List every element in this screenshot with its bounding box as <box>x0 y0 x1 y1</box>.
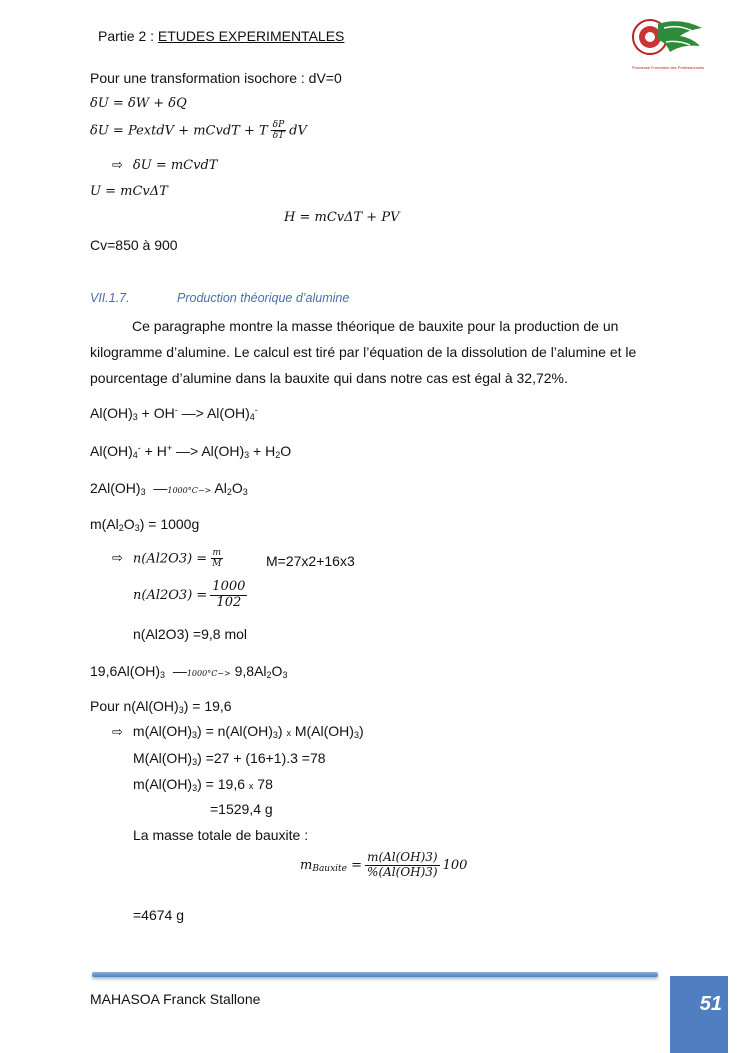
moles-result: n(Al2O3) =9,8 mol <box>133 626 247 642</box>
moles-fraction <box>210 548 223 570</box>
r4-c: 9,8Al <box>234 663 267 679</box>
page-header <box>98 28 344 44</box>
M-line-b: ) =27 + (16+1).3 =78 <box>197 750 326 766</box>
mass-b: O <box>123 516 135 532</box>
logo-emblem-icon <box>630 12 706 62</box>
mass-a: m(Al <box>90 516 119 532</box>
pour-b: ) = 19,6 <box>183 698 232 714</box>
partial-fraction <box>271 120 286 142</box>
r4-a: 19,6Al(OH) <box>90 663 161 679</box>
mass-numeric <box>133 776 273 793</box>
final-result: =4674 g <box>133 907 184 923</box>
moles-numeric-lhs: n(Al2O3) = <box>133 587 208 603</box>
m-line-d-sub: 3 <box>353 730 359 740</box>
moles-numeric-numerator: 1000 <box>212 579 246 594</box>
r1-a-sub: 3 <box>132 412 138 422</box>
m-line-b-sub: 3 <box>272 730 278 740</box>
r1-c-sup: - <box>254 405 258 415</box>
m-line-a-sub: 3 <box>192 730 198 740</box>
m2-line-a-sub: 3 <box>192 783 198 793</box>
pour-a: Pour n(Al(OH) <box>90 698 179 714</box>
r1-c: Al(OH) <box>206 405 250 421</box>
equation-du-1: δU = δW + δQ <box>90 96 187 111</box>
m2-line-b: ) = 19,6 <box>197 776 249 792</box>
bauxite-formula <box>300 851 467 880</box>
r3-a: 2Al(OH) <box>90 480 141 496</box>
mass-a-sub: 2 <box>118 523 124 533</box>
r2-b: + H <box>140 443 167 459</box>
equation-du-3 <box>112 158 217 173</box>
r3-d: O <box>231 480 243 496</box>
equation-h: H = mCvΔT + PV <box>284 210 400 225</box>
bauxite-lhs: m <box>300 857 313 873</box>
r4-c-sub: 2 <box>266 670 272 680</box>
partial-denominator: δT <box>272 131 285 142</box>
implies-arrow-icon: ⇨ <box>112 725 123 740</box>
r3-d-sub: 3 <box>242 487 248 497</box>
partial-numerator: δP <box>272 120 285 130</box>
r4-d-sub: 3 <box>282 670 288 680</box>
section-paragraph-text: Ce paragraphe montre la masse théorique de bauxite pour la production de un kilogramme d’alumine. Le calcul est tiré par l’équation de la dissolution de l’alumine et le pourcentage d’alumine dans la bauxite qui dans notre cas est égal à 32,72%. <box>90 318 637 386</box>
reaction-1 <box>90 405 258 422</box>
equation-du-3-text: δU = mCvdT <box>132 158 218 173</box>
moles-denominator: M <box>212 559 222 570</box>
r2-arrow: —> <box>172 443 202 459</box>
bauxite-factor: 100 <box>442 857 468 873</box>
molar-mass-hydroxide <box>133 750 326 767</box>
logo-caption: Promesse Formation des Professionnels <box>631 65 705 70</box>
page-number-box <box>670 976 728 1053</box>
r4-arrow: — <box>172 663 187 679</box>
moles-lhs: n(Al2O3) = <box>132 551 208 567</box>
footer-author: MAHASOA Franck Stallone <box>90 991 261 1007</box>
bauxite-numerator: m(Al(OH)3) <box>367 850 438 864</box>
m2-line-a: m(Al(OH) <box>133 776 193 792</box>
reaction-3 <box>90 480 248 497</box>
r2-c: Al(OH) <box>201 443 245 459</box>
section-number: VII.1.7. <box>90 291 130 305</box>
m-line-a: m(Al(OH) <box>132 723 193 739</box>
r2-b-sup: + <box>166 443 173 453</box>
equation-du-2 <box>90 120 307 142</box>
bauxite-label: La masse totale de bauxite : <box>133 827 309 843</box>
reaction-2 <box>90 443 291 460</box>
r2-e: O <box>280 443 292 459</box>
r1-arrow: —> <box>177 405 207 421</box>
m-line-x: x <box>286 728 291 738</box>
r3-arrow: — <box>153 480 168 496</box>
footer-rule <box>92 972 658 977</box>
r3-c-sub: 2 <box>226 487 232 497</box>
pour-line <box>90 698 232 715</box>
moles-numeric <box>133 580 250 611</box>
moles-numeric-denominator: 102 <box>216 594 242 610</box>
mass-b-sub: 3 <box>134 523 140 533</box>
equation-du-2-main: δU = PextdV + mCvdT + T <box>90 123 268 139</box>
bauxite-fraction <box>365 851 440 880</box>
page-number: 51 <box>699 993 722 1015</box>
reaction-4 <box>90 663 287 680</box>
r2-d-sub: 2 <box>275 450 281 460</box>
r3-c: Al <box>214 480 227 496</box>
implies-arrow-icon: ⇨ <box>112 551 123 567</box>
cv-value: Cv=850 à 900 <box>90 237 178 253</box>
m-line-b: ) = n(Al(OH) <box>197 723 273 739</box>
m-line-d: M(Al(OH) <box>290 723 354 739</box>
part-label: Partie 2 : <box>98 28 158 44</box>
r4-a-sub: 3 <box>160 670 166 680</box>
m-line-c: ) <box>277 723 287 739</box>
moles-numerator: m <box>212 548 222 558</box>
equation-du-2-tail: dV <box>289 123 307 139</box>
equation-u: U = mCvΔT <box>90 184 168 199</box>
M-line-a: M(Al(OH) <box>133 750 193 766</box>
mass-c: ) = 1000g <box>139 516 200 532</box>
m2-line-x: x <box>248 781 254 791</box>
r4-d: O <box>271 663 283 679</box>
M-line-a-sub: 3 <box>192 757 198 767</box>
r1-b: + OH <box>137 405 175 421</box>
section-paragraph <box>90 313 660 391</box>
m2-line-c: 78 <box>253 776 273 792</box>
moles-formula <box>112 548 226 570</box>
r2-a-sup: - <box>137 443 141 453</box>
moles-numeric-fraction <box>210 580 247 611</box>
r4-condition: 1000°C−> <box>186 669 231 678</box>
alumina-mass <box>90 516 199 533</box>
r2-a: Al(OH) <box>90 443 133 459</box>
r1-a: Al(OH) <box>90 405 133 421</box>
r2-d: + H <box>249 443 276 459</box>
implies-arrow-icon: ⇨ <box>112 158 123 173</box>
section-title: Production théorique d’alumine <box>177 291 350 305</box>
m-line-e: ) <box>358 723 364 739</box>
institution-logo <box>630 12 706 70</box>
mass-formula <box>112 723 364 740</box>
r3-condition: 1000°C−> <box>167 486 212 495</box>
bauxite-denominator: %(Al(OH)3) <box>367 864 438 879</box>
molar-mass-alumina: M=27x2+16x3 <box>266 553 355 569</box>
r2-c-sub: 3 <box>244 450 250 460</box>
mass-result: =1529,4 g <box>210 801 273 817</box>
bauxite-lhs-sub: Bauxite <box>312 863 348 874</box>
bauxite-eq: = <box>347 857 363 873</box>
pour-a-sub: 3 <box>178 705 184 715</box>
isochore-intro: Pour une transformation isochore : dV=0 <box>90 70 342 86</box>
r3-a-sub: 3 <box>140 487 146 497</box>
r1-c-sub: 4 <box>249 412 255 422</box>
part-title: ETUDES EXPERIMENTALES <box>157 28 345 44</box>
section-heading <box>90 291 350 305</box>
r1-b-sup: - <box>174 405 178 415</box>
r2-a-sub: 4 <box>132 450 138 460</box>
